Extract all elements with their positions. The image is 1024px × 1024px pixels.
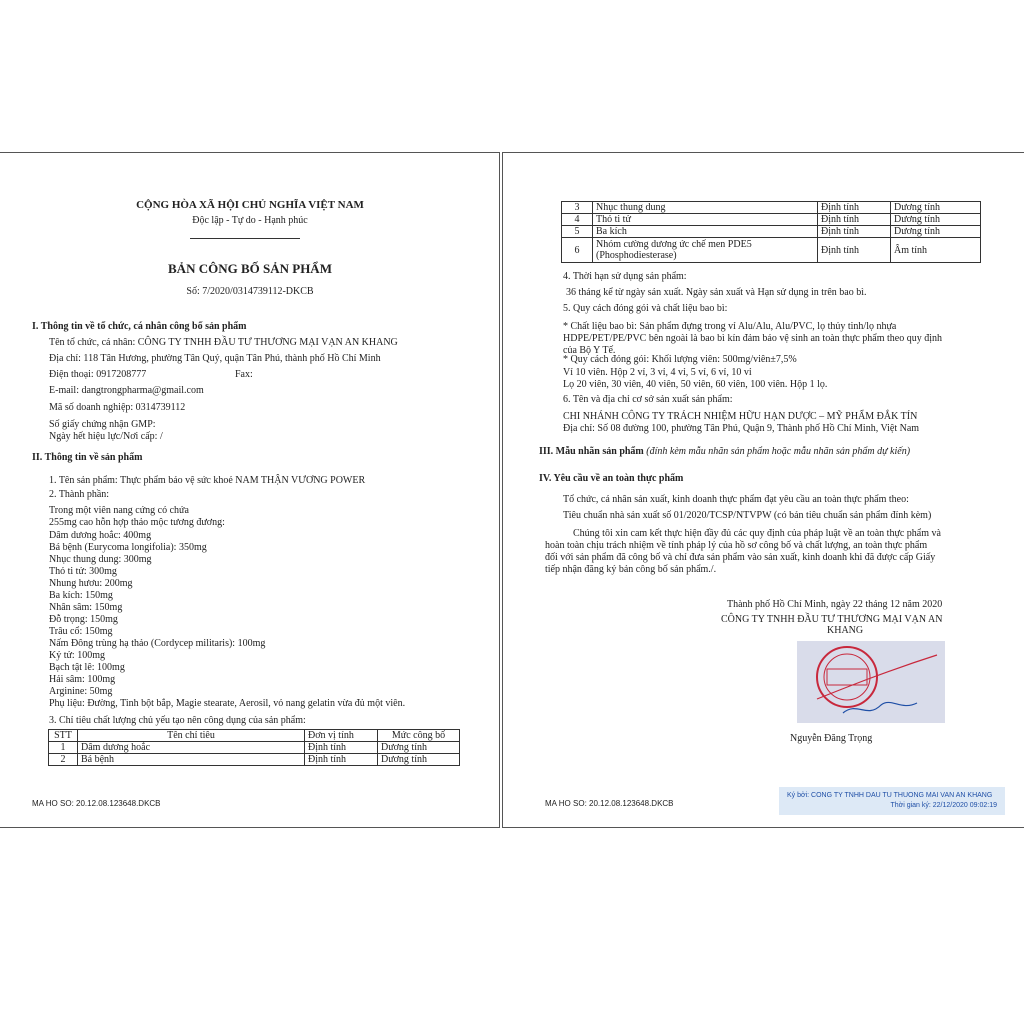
org-email: E-mail: dangtrongpharma@gmail.com bbox=[49, 385, 204, 396]
table-cell: Nhục thung dung bbox=[593, 202, 818, 214]
shelf-life-text: 36 tháng kể từ ngày sản xuất. Ngày sản xuất và Hạn sử dụng in trên bao bì. bbox=[566, 287, 867, 298]
section3 bbox=[539, 446, 910, 458]
table-cell: Dương tính bbox=[891, 202, 981, 214]
ingredient-line: Thỏ ti tử: 300mg bbox=[49, 566, 117, 577]
ingredient-line: Trong một viên nang cứng có chứa bbox=[49, 505, 189, 516]
manufacturer-address: Địa chỉ: Số 08 đường 100, phường Tân Phú, Quận 9, Thành phố Hồ Chí Minh, Việt Nam bbox=[563, 423, 920, 434]
table-header: Tên chỉ tiêu bbox=[78, 730, 305, 742]
ingredient-line: Bạch tật lê: 100mg bbox=[49, 662, 125, 673]
row6-subname: (Phosphodiesterase) bbox=[596, 250, 677, 261]
table-cell: Định tính bbox=[818, 202, 891, 214]
gmp-date: Ngày hết hiệu lực/Nơi cấp: / bbox=[49, 431, 163, 442]
table-cell: Thỏ ti tử bbox=[593, 214, 818, 226]
table-row bbox=[49, 742, 460, 754]
packaging-line: * Quy cách đóng gói: Khối lượng viên: 500mg/viên±7,5% bbox=[563, 354, 797, 365]
table-cell: Bá bệnh bbox=[78, 754, 305, 766]
table-cell: 6 bbox=[562, 238, 593, 263]
table-cell: Định tính bbox=[818, 226, 891, 238]
table-cell: Định tính bbox=[818, 238, 891, 263]
ingredients-title: 2. Thành phần: bbox=[49, 489, 110, 500]
table-row bbox=[562, 214, 981, 226]
sign-date: Thành phố Hồ Chí Minh, ngày 22 tháng 12 năm 2020 bbox=[727, 599, 943, 610]
packaging-line: Vỉ 10 viên. Hộp 2 vỉ, 3 vỉ, 4 vỉ, 5 vỉ, 6 vỉ, 10 vỉ bbox=[563, 367, 752, 378]
section3-title: III. Mẫu nhãn sản phẩm bbox=[539, 446, 644, 457]
packaging-line: HDPE/PET/PE/PVC bên ngoài là bao bì kín đảm bảo vệ sinh an toàn thực phẩm theo quy định bbox=[563, 333, 942, 344]
ingredient-line: Hải sâm: 100mg bbox=[49, 674, 116, 685]
table-cell: 2 bbox=[49, 754, 78, 766]
ingredient-line: Dâm dương hoắc: 400mg bbox=[49, 530, 152, 541]
signed-time: Thời gian ký: 22/12/2020 09:02:19 bbox=[890, 802, 997, 809]
table-cell: Định tính bbox=[818, 214, 891, 226]
quality-table-continued bbox=[561, 201, 981, 263]
ingredient-line: 255mg cao hỗn hợp thảo mộc tương đương: bbox=[49, 517, 225, 528]
footer-file-code: MA HO SO: 20.12.08.123648.DKCB bbox=[545, 799, 674, 808]
signer-name: Nguyễn Đăng Trọng bbox=[790, 733, 873, 744]
table-header: Đơn vị tính bbox=[305, 730, 378, 742]
org-name: Tên tổ chức, cá nhân: CÔNG TY TNHH ĐẦU TƯ THƯƠNG MẠI VẠN AN KHANG bbox=[49, 337, 398, 348]
quality-title: 3. Chỉ tiêu chất lượng chủ yếu tạo nên công dụng của sản phẩm: bbox=[49, 715, 306, 726]
gmp-number: Số giấy chứng nhận GMP: bbox=[49, 419, 156, 430]
commitment-line: Chúng tôi xin cam kết thực hiện đầy đủ các quy định của pháp luật về an toàn thực phẩm và bbox=[573, 528, 941, 539]
table-row bbox=[562, 226, 981, 238]
commitment-line: đối với sản phẩm đã công bố và chỉ đưa sản phẩm vào sản xuất, kinh doanh khi đã được cấp Giấy bbox=[545, 552, 936, 563]
excipients-line: Phụ liệu: Đường, Tinh bột bắp, Magie stearate, Aerosil, vỏ nang gelatin vừa đủ một viên. bbox=[49, 698, 406, 709]
table-header: Mức công bố bbox=[378, 730, 460, 742]
section4-title: IV. Yêu cầu về an toàn thực phẩm bbox=[539, 473, 684, 484]
section4-standard: Tiêu chuẩn nhà sản xuất số 01/2020/TCSP/NTVPW (có bản tiêu chuẩn sản phẩm đính kèm) bbox=[563, 510, 932, 521]
ingredient-line: Nấm Đông trùng hạ thảo (Cordycep militaris): 100mg bbox=[49, 638, 266, 649]
table-cell: 3 bbox=[562, 202, 593, 214]
company-name-line2: KHANG bbox=[827, 625, 864, 636]
document-page-right bbox=[502, 152, 1024, 828]
packaging-line: * Chất liệu bao bì: Sản phẩm đựng trong vỉ Alu/Alu, Alu/PVC, lọ thủy tinh/lọ nhựa bbox=[563, 321, 897, 332]
table-cell: Định tính bbox=[305, 742, 378, 754]
packaging-line: Lọ 20 viên, 30 viên, 40 viên, 50 viên, 60 viên, 100 viên. Hộp 1 lọ. bbox=[563, 379, 828, 390]
table-header-row bbox=[49, 730, 460, 742]
ingredient-line: Trâu cổ: 150mg bbox=[49, 626, 113, 637]
org-fax: Fax: bbox=[235, 369, 253, 380]
org-phone: Điện thoại: 0917208777 bbox=[49, 369, 147, 380]
table-cell: 4 bbox=[562, 214, 593, 226]
quality-table bbox=[48, 729, 460, 766]
doc-number: Số: 7/2020/0314739112-DKCB bbox=[186, 286, 314, 297]
commitment-line: tiếp nhận đăng ký bản công bố sản phẩm./. bbox=[545, 564, 717, 575]
table-cell: Dâm dương hoắc bbox=[78, 742, 305, 754]
ingredient-line: Nhân sâm: 150mg bbox=[49, 602, 123, 613]
manufacturer-name: CHI NHÁNH CÔNG TY TRÁCH NHIỆM HỮU HẠN DƯỢC – MỸ PHẨM ĐẮK TÍN bbox=[563, 411, 918, 422]
table-row bbox=[562, 238, 981, 263]
ingredient-line: Bá bệnh (Eurycoma longifolia): 350mg bbox=[49, 542, 207, 553]
product-name: 1. Tên sản phẩm: Thực phẩm bảo vệ sức khoẻ NAM THẬN VƯƠNG POWER bbox=[49, 475, 366, 486]
section2-title: II. Thông tin về sản phẩm bbox=[32, 452, 143, 463]
packaging-line: của Bộ Y Tế. bbox=[563, 345, 616, 356]
table-cell-multiline bbox=[593, 238, 818, 263]
company-stamp-icon bbox=[797, 641, 945, 723]
ingredient-line: Nhung hươu: 200mg bbox=[49, 578, 133, 589]
table-cell: 5 bbox=[562, 226, 593, 238]
ingredient-line: Kỷ tử: 100mg bbox=[49, 650, 105, 661]
manufacturer-title: 6. Tên và địa chỉ cơ sở sản xuất sản phẩm: bbox=[563, 394, 733, 405]
ingredient-line: Arginine: 50mg bbox=[49, 686, 113, 697]
commitment-line: hoàn toàn chịu trách nhiệm về tính pháp lý của hồ sơ công bố và chất lượng, an toàn thực phẩm bbox=[545, 540, 928, 551]
packaging-title: 5. Quy cách đóng gói và chất liệu bao bì: bbox=[563, 303, 728, 314]
section3-note: (đính kèm mẫu nhãn sản phẩm hoặc mẫu nhãn sản phẩm dự kiến) bbox=[646, 446, 911, 457]
shelf-life-title: 4. Thời hạn sử dụng sản phẩm: bbox=[563, 271, 687, 282]
org-tax-code: Mã số doanh nghiệp: 0314739112 bbox=[49, 402, 186, 413]
table-cell: Định tính bbox=[305, 754, 378, 766]
company-name-line1: CÔNG TY TNHH ĐẦU TƯ THƯƠNG MẠI VẠN AN bbox=[721, 614, 943, 625]
row6-name: Nhóm cường dương ức chế men PDE5 bbox=[596, 239, 752, 250]
table-cell: Dương tính bbox=[891, 214, 981, 226]
signed-by: Ký bởi: CONG TY TNHH DAU TU THUONG MAI VAN AN KHANG bbox=[787, 792, 993, 799]
motto: Độc lập - Tự do - Hạnh phúc bbox=[192, 215, 308, 226]
table-cell: 1 bbox=[49, 742, 78, 754]
ingredient-line: Nhục thung dung: 300mg bbox=[49, 554, 152, 565]
nation-heading: CỘNG HÒA XÃ HỘI CHỦ NGHĨA VIỆT NAM bbox=[136, 199, 364, 211]
document-page-left bbox=[0, 152, 500, 828]
stamp-signature-area bbox=[797, 641, 945, 723]
doc-title: BẢN CÔNG BỐ SẢN PHẨM bbox=[168, 261, 332, 276]
table-cell: Dương tính bbox=[378, 754, 460, 766]
table-header: STT bbox=[49, 730, 78, 742]
table-cell: Ba kích bbox=[593, 226, 818, 238]
section1-title: I. Thông tin về tổ chức, cá nhân công bố sản phẩm bbox=[32, 321, 247, 332]
table-cell: Dương tính bbox=[378, 742, 460, 754]
divider bbox=[190, 238, 300, 239]
table-row bbox=[49, 754, 460, 766]
table-cell: Dương tính bbox=[891, 226, 981, 238]
org-address: Địa chỉ: 118 Tân Hương, phường Tân Quý, quận Tân Phú, thành phố Hồ Chí Minh bbox=[49, 353, 381, 364]
ingredient-line: Ba kích: 150mg bbox=[49, 590, 113, 601]
table-row bbox=[562, 202, 981, 214]
section4-text: Tổ chức, cá nhân sản xuất, kinh doanh thực phẩm đạt yêu cầu an toàn thực phẩm theo: bbox=[563, 494, 909, 505]
footer-file-code: MA HO SO: 20.12.08.123648.DKCB bbox=[32, 799, 161, 808]
digital-signature-box bbox=[779, 787, 1005, 815]
ingredient-line: Đỗ trọng: 150mg bbox=[49, 614, 118, 625]
table-cell: Âm tính bbox=[891, 238, 981, 263]
